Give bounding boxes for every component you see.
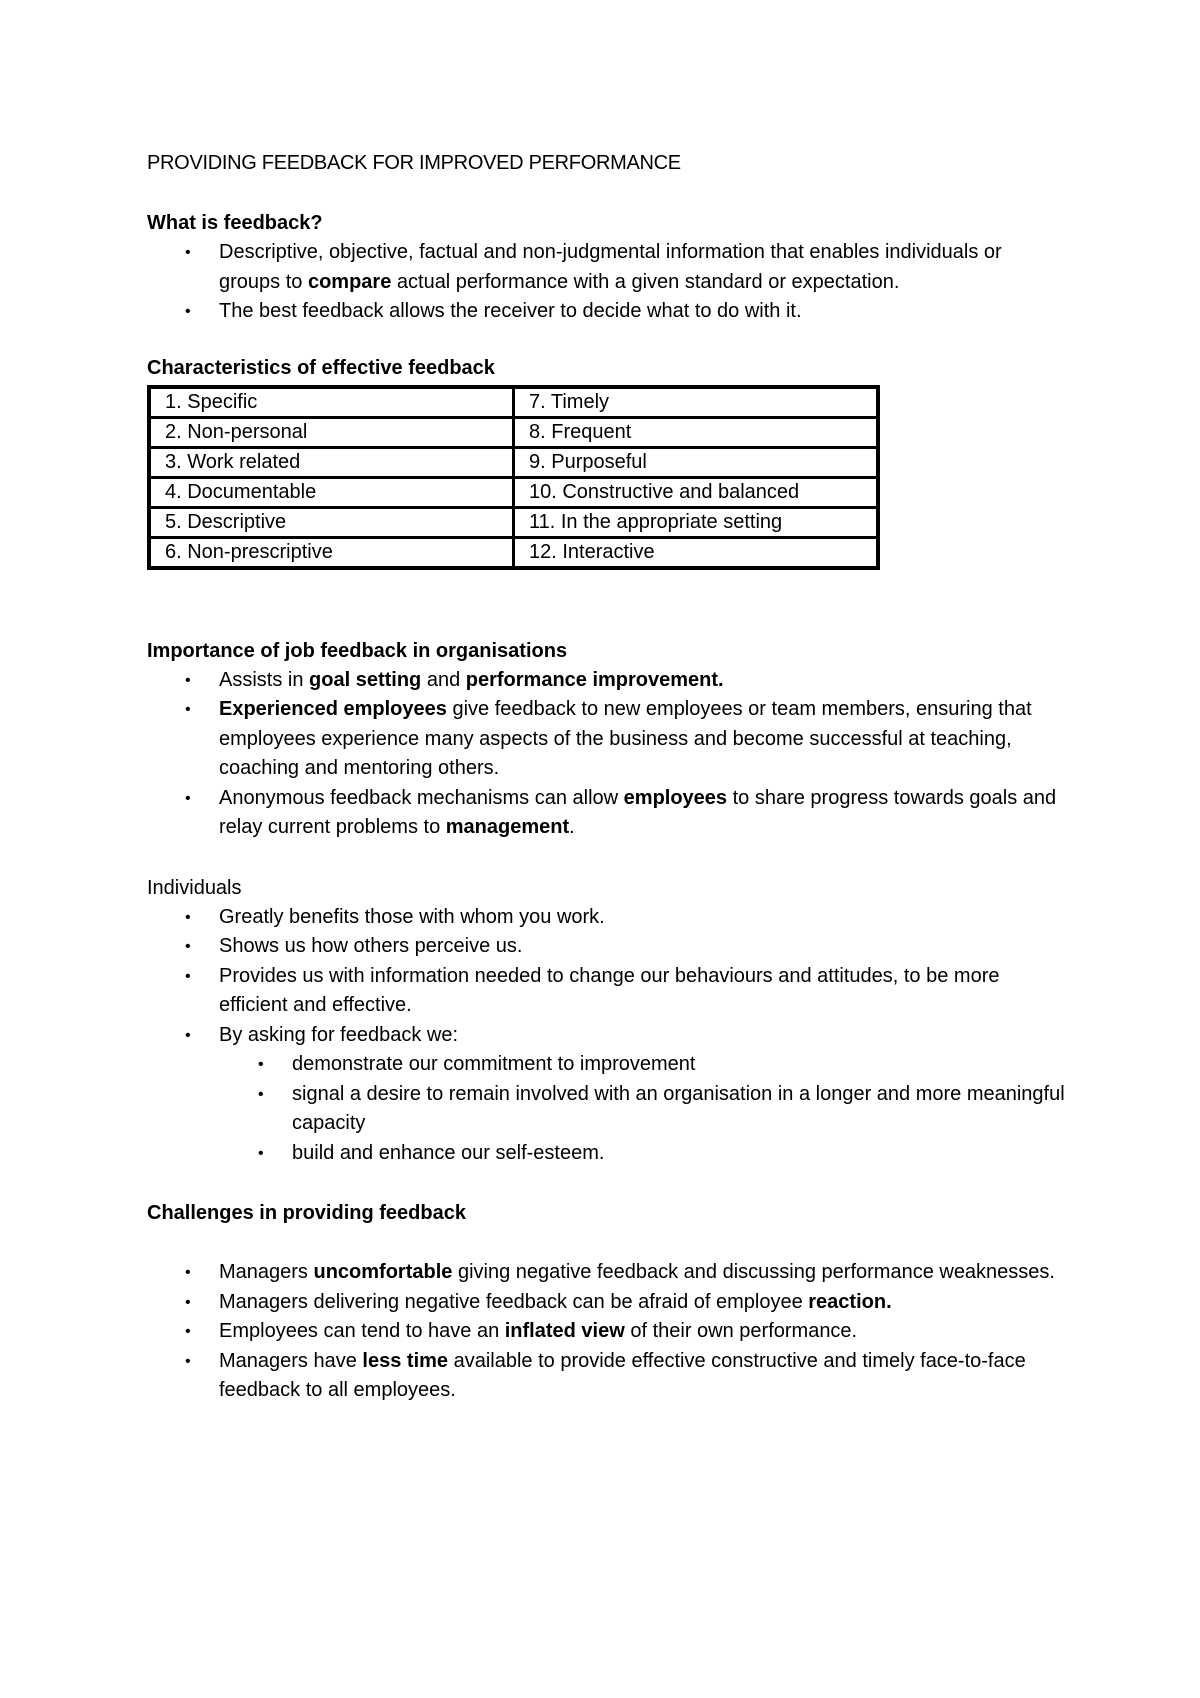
- section-individuals: [147, 873, 1067, 1169]
- table-row: [149, 537, 878, 568]
- section-challenges: [147, 1198, 1067, 1406]
- table-cell: 7. Timely: [514, 387, 879, 418]
- section-what-is-feedback: [147, 208, 1067, 327]
- table-row: [149, 417, 878, 447]
- table-cell: 11. In the appropriate setting: [514, 507, 879, 537]
- list-item: • Managers delivering negative feedback can be afraid of employee reaction.: [147, 1288, 1067, 1318]
- table-cell: 9. Purposeful: [514, 447, 879, 477]
- list-item: • Provides us with information needed to change our behaviours and attitudes, to be more efficient and effective.: [147, 962, 1067, 1021]
- list-item: • demonstrate our commitment to improvement: [147, 1050, 1067, 1080]
- table-row: [149, 447, 878, 477]
- section-heading: Characteristics of effective feedback: [147, 356, 495, 379]
- section-characteristics: [147, 353, 1067, 570]
- characteristics-table: [147, 385, 880, 570]
- list-item: • Shows us how others perceive us.: [147, 932, 1067, 962]
- list-item: • Greatly benefits those with whom you work.: [147, 903, 1067, 933]
- table-cell: 12. Interactive: [514, 537, 879, 568]
- list-item: • build and enhance our self-esteem.: [147, 1139, 1067, 1169]
- table-row: [149, 477, 878, 507]
- table-cell: 1. Specific: [149, 387, 514, 418]
- document-title: PROVIDING FEEDBACK FOR IMPROVED PERFORMANCE: [147, 152, 681, 174]
- section-heading: Individuals: [147, 876, 242, 899]
- sub-bullet-list: [147, 1050, 1067, 1168]
- list-item: • Assists in goal setting and performance improvement.: [147, 666, 1067, 696]
- list-item: • Descriptive, objective, factual and non-judgmental information that enables individuals or groups to compare actual performance with a given standard or expectation.: [147, 238, 1067, 297]
- table-cell: 2. Non-personal: [149, 417, 514, 447]
- bullet-list: [147, 238, 1067, 327]
- table-cell: 6. Non-prescriptive: [149, 537, 514, 568]
- section-heading: Challenges in providing feedback: [147, 1202, 466, 1224]
- list-item: • By asking for feedback we:: [147, 1021, 1067, 1051]
- table-cell: 4. Documentable: [149, 477, 514, 507]
- document-page: [147, 148, 1067, 1406]
- table-cell: 8. Frequent: [514, 417, 879, 447]
- list-item: • The best feedback allows the receiver to decide what to do with it.: [147, 297, 1067, 327]
- list-item: • Managers uncomfortable giving negative feedback and discussing performance weaknesses.: [147, 1258, 1067, 1288]
- bullet-list: [147, 666, 1067, 843]
- bullet-list: [147, 903, 1067, 1051]
- table-row: [149, 507, 878, 537]
- table-cell: 10. Constructive and balanced: [514, 477, 879, 507]
- list-item: • Experienced employees give feedback to new employees or team members, ensuring that employees experience many aspects of the business and become successful at teaching, coaching and mentoring others.: [147, 695, 1067, 784]
- section-heading: Importance of job feedback in organisations: [147, 639, 568, 662]
- list-item: • Managers have less time available to provide effective constructive and timely face-to-face feedback to all employees.: [147, 1347, 1067, 1406]
- section-importance: [147, 636, 1067, 843]
- table-row: [149, 387, 878, 418]
- section-heading: What is feedback?: [147, 212, 323, 234]
- table-cell: 5. Descriptive: [149, 507, 514, 537]
- table-cell: 3. Work related: [149, 447, 514, 477]
- bullet-list: [147, 1258, 1067, 1406]
- list-item: • Anonymous feedback mechanisms can allow employees to share progress towards goals and relay current problems to management.: [147, 784, 1067, 843]
- list-item: • signal a desire to remain involved with an organisation in a longer and more meaningful capacity: [147, 1080, 1067, 1139]
- list-item: • Employees can tend to have an inflated view of their own performance.: [147, 1317, 1067, 1347]
